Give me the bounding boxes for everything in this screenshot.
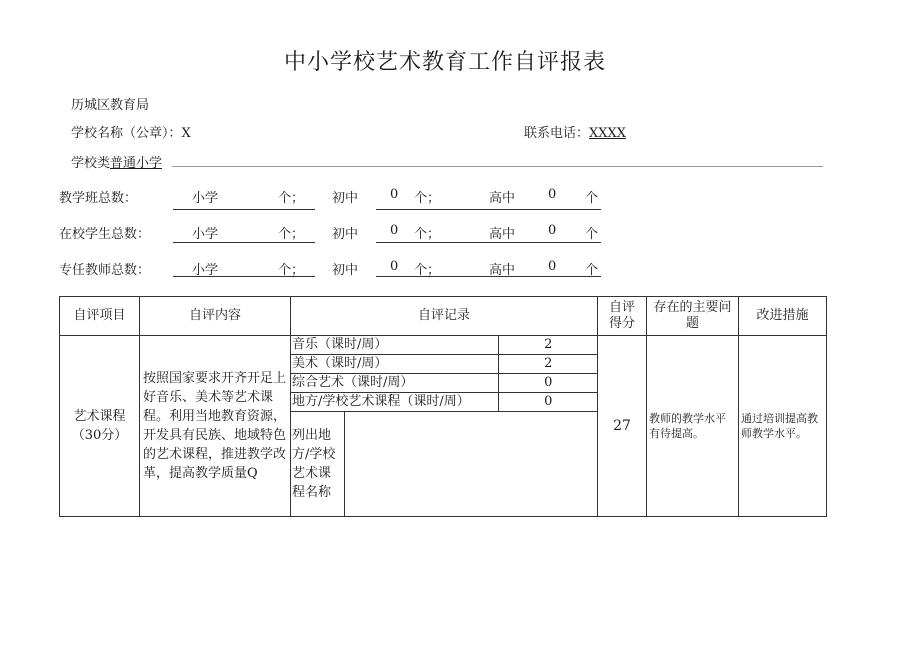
school-type-underline [172, 166, 823, 167]
primary-label: 小学 [192, 263, 219, 278]
senior-label: 高中 [489, 227, 516, 242]
phone-field [524, 122, 626, 141]
junior-label: 初中 [332, 191, 359, 206]
senior-unit: 个 [585, 227, 599, 242]
junior-unit: 个； [414, 263, 441, 278]
item-cell: 艺术课程（30分） [60, 336, 140, 517]
senior-label: 高中 [489, 191, 516, 206]
senior-label: 高中 [489, 263, 516, 278]
junior-value: 0 [390, 259, 399, 274]
header-item: 自评项目 [60, 297, 140, 336]
record-label: 美术（课时/周） [291, 355, 498, 374]
table-header-row [60, 297, 827, 336]
header-problems: 存在的主要问题 [647, 297, 739, 336]
table-row [60, 336, 827, 517]
record-label: 音乐（课时/周） [291, 336, 498, 355]
primary-underline [173, 276, 315, 277]
record-value: 0 [498, 374, 598, 393]
primary-underline [173, 209, 315, 210]
junior-senior-underline [376, 242, 601, 243]
senior-value: 0 [548, 187, 557, 202]
school-name-field [71, 122, 191, 141]
phone-value: XXXX [589, 126, 627, 141]
senior-value: 0 [548, 223, 557, 238]
senior-unit: 个 [585, 263, 599, 278]
junior-value: 0 [390, 187, 399, 202]
school-name-label: 学校名称（公章）： [71, 126, 182, 141]
bureau-name: 历城区教育局 [71, 98, 150, 113]
count-label: 专任教师总数： [59, 263, 151, 278]
header-measures: 改进措施 [739, 297, 827, 336]
problems-cell: 教师的教学水平有待提高。 [647, 336, 739, 517]
school-type-label: 学校类 [71, 156, 111, 171]
junior-senior-underline [376, 209, 601, 210]
header-record: 自评记录 [291, 297, 598, 336]
header-content: 自评内容 [140, 297, 291, 336]
record-label: 综合艺术（课时/周） [291, 374, 498, 393]
junior-value: 0 [390, 223, 399, 238]
score-cell: 27 [598, 336, 647, 517]
record-row-local-course [291, 393, 598, 412]
primary-label: 小学 [192, 191, 219, 206]
header-score: 自评得分 [598, 297, 647, 336]
record-row-art [291, 355, 598, 374]
junior-unit: 个； [414, 227, 441, 242]
record-value: 2 [498, 336, 598, 355]
primary-unit: 个； [278, 227, 305, 242]
school-type-field [71, 152, 162, 171]
primary-label: 小学 [192, 227, 219, 242]
junior-unit: 个； [414, 191, 441, 206]
junior-senior-underline [376, 276, 601, 277]
record-subtable [291, 336, 598, 516]
record-row-integrated-art [291, 374, 598, 393]
record-value: 0 [498, 393, 598, 412]
record-row-course-list [291, 412, 598, 517]
senior-unit: 个 [585, 191, 599, 206]
count-label: 在校学生总数： [59, 227, 151, 242]
senior-value: 0 [548, 259, 557, 274]
primary-unit: 个； [278, 263, 305, 278]
page-title: 中小学校艺术教育工作自评报表 [283, 50, 606, 75]
record-value: 2 [498, 355, 598, 374]
count-label: 教学班总数： [59, 191, 138, 206]
self-evaluation-table [59, 296, 827, 517]
record-row-music [291, 336, 598, 355]
phone-label: 联系电话： [524, 126, 590, 141]
junior-label: 初中 [332, 263, 359, 278]
course-list-value [344, 412, 598, 517]
course-list-label: 列出地方/学校艺术课程名称 [291, 412, 344, 517]
school-name-value: X [181, 126, 191, 141]
record-label: 地方/学校艺术课程（课时/周） [291, 393, 498, 412]
junior-label: 初中 [332, 227, 359, 242]
primary-underline [173, 242, 315, 243]
measures-cell: 通过培训提高教师教学水平。 [739, 336, 827, 517]
primary-unit: 个； [278, 191, 305, 206]
school-type-value: 普通小学 [110, 156, 163, 171]
record-cell [291, 336, 598, 517]
content-cell: 按照国家要求开齐开足上好音乐、美术等艺术课程。利用当地教育资源，开发具有民族、地域特色的艺术课程，推进教学改革，提高教学质量Q [140, 336, 291, 517]
